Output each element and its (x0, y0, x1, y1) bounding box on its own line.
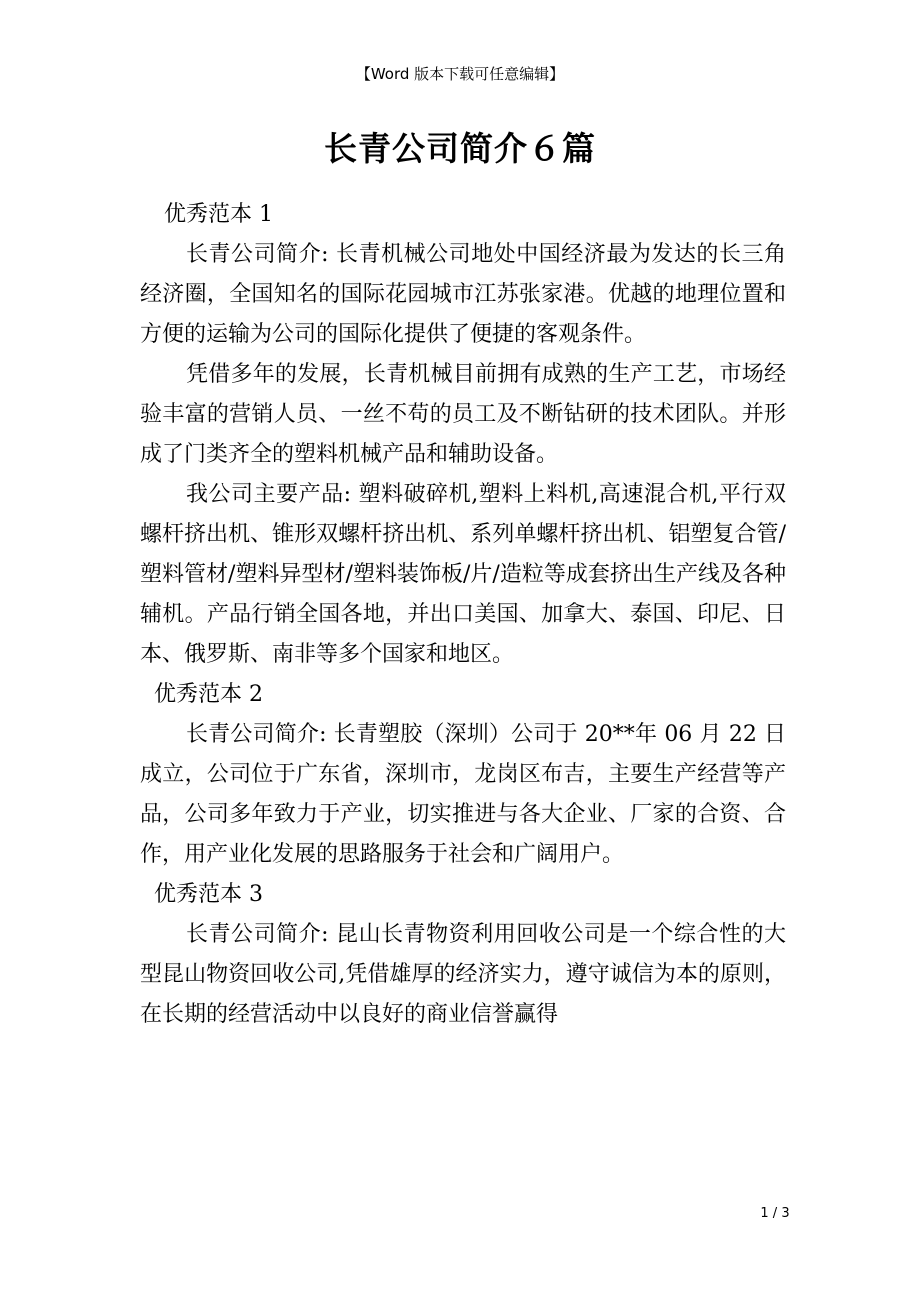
body-paragraph: 长青公司简介: 长青塑胶（深圳）公司于 20**年 06 月 22 日成立，公司位于广东省，深圳市，龙岗区布吉，主要生产经营等产品，公司多年致力于产业，切实推进与各大企业、厂家的合资、合作，用产业化发展的思路服务于社会和广阔用户。 (140, 722, 786, 867)
page-number: 1 / 3 (760, 1206, 790, 1221)
body-paragraph: 长青公司简介: 长青机械公司地处中国经济最为发达的长三角经济圈，全国知名的国际花园城市江苏张家港。优越的地理位置和方便的运输为公司的国际化提供了便捷的客观条件。 (140, 242, 786, 347)
sample-heading: 优秀范本 2 (154, 682, 263, 707)
body-paragraph: 凭借多年的发展，长青机械目前拥有成熟的生产工艺，市场经验丰富的营销人员、一丝不苟的员工及不断钻研的技术团队。并形成了门类齐全的塑料机械产品和辅助设备。 (140, 362, 786, 467)
sample-section-2 (140, 675, 786, 875)
body-paragraph: 长青公司简介: 昆山长青物资利用回收公司是一个综合性的大型昆山物资回收公司,凭借雄厚的经济实力，遵守诚信为本的原则，在长期的经营活动中以良好的商业信誉赢得 (140, 922, 786, 1027)
page-header: 【Word 版本下载可任意编辑】 (355, 65, 565, 83)
sample-heading: 优秀范本 3 (154, 882, 263, 907)
sample-heading: 优秀范本 1 (164, 202, 273, 227)
body-paragraph: 我公司主要产品: 塑料破碎机,塑料上料机,高速混合机,平行双螺杆挤出机、锥形双螺杆挤出机、系列单螺杆挤出机、铝塑复合管/塑料管材/塑料异型材/塑料装饰板/片/造粒等成套挤出生产线及各种辅机。产品行销全国各地，并出口美国、加拿大、泰国、印尼、日本、俄罗斯、南非等多个国家和地区。 (140, 482, 786, 667)
sample-section-3 (140, 875, 786, 1035)
sample-section-1 (140, 195, 786, 675)
document-title: 长青公司简介６篇 (324, 129, 596, 168)
document-body (140, 195, 786, 1035)
